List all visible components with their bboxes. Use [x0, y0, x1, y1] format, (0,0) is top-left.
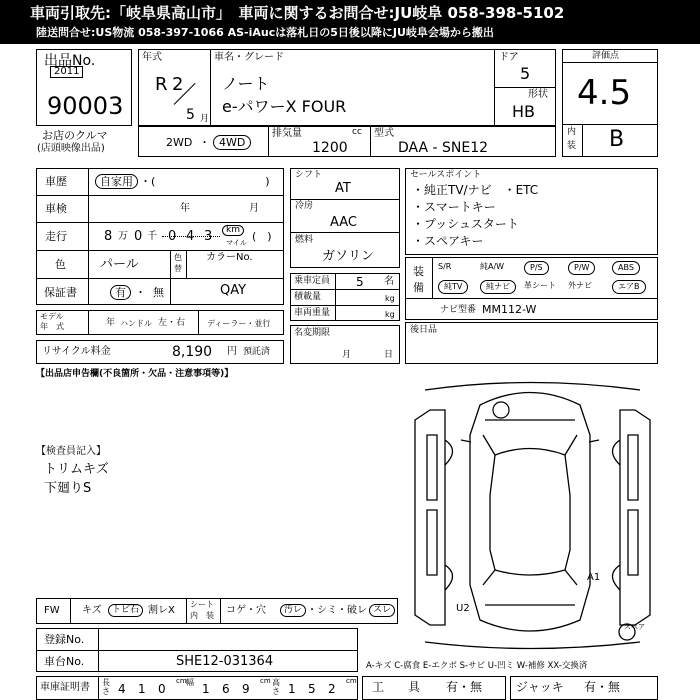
chassis-label: 車台No.	[44, 655, 85, 668]
capacity-value: 5	[356, 275, 364, 289]
seat-sure-circled: スレ	[369, 604, 395, 617]
fuel-value: ガソリン	[322, 249, 375, 264]
shaken-year-unit: 年	[180, 203, 190, 214]
ac-value: AAC	[330, 215, 357, 230]
car-name: ノート	[222, 74, 270, 93]
color-change-label-1: 色	[174, 253, 182, 262]
fw-label: FW	[44, 605, 60, 616]
mileage-sen-unit: 千	[147, 231, 157, 242]
handle-label: ハンドル	[120, 319, 152, 328]
name-change-month: 月	[342, 350, 352, 360]
jack-value: 有・無	[584, 680, 621, 694]
warranty-label: 保証書	[44, 286, 77, 299]
tools-label: 工 具	[372, 680, 421, 694]
car-grade: e-パワーX FOUR	[222, 97, 347, 116]
sales-point-2: ・スマートキー	[412, 200, 496, 214]
equipment-item: ABS	[612, 261, 640, 275]
after-fit-label: 後日品	[410, 325, 438, 335]
cert-width-digit: 1	[202, 682, 210, 696]
registration-label: 登録No.	[44, 633, 85, 646]
spare-label: スペア	[624, 623, 645, 631]
mileage-man-unit: 万	[118, 231, 128, 242]
cert-height-unit: cm	[346, 677, 357, 685]
score-value: 4.5	[577, 73, 632, 113]
damage-mark-u2: U2	[456, 603, 470, 614]
color-no-value: QAY	[220, 283, 247, 298]
equipment-label-2: 備	[413, 281, 424, 294]
navi-model-label: ナビ型番	[440, 305, 477, 315]
color-label: 色	[55, 258, 66, 271]
header-transport-line: 陸送問合せ:US物流 058-397-1066 AS-iAucは落札日の5日後以降にJU岐阜会場から搬出	[36, 26, 494, 39]
seat-shimi: ・シミ・破レ	[307, 605, 367, 616]
lot-label: 出品No.	[44, 53, 96, 69]
sales-point-3: ・プッシュスタート	[412, 217, 519, 231]
lot-year-tag: 2011	[50, 66, 83, 78]
model-year-label-1: モデル	[40, 312, 64, 321]
equipment-item: 革シート	[524, 281, 556, 290]
sales-point-1: ・純正TV/ナビ ・ETC	[412, 183, 539, 197]
drive-4wd-circled: 4WD	[213, 135, 251, 150]
cert-height-digit: 2	[328, 682, 336, 696]
detail-table	[36, 168, 284, 305]
car-name-label: 車名・グレード	[214, 52, 284, 63]
history-other: ・( )	[140, 175, 270, 188]
mileage-digit-4: 3	[204, 229, 213, 244]
cert-length-label: 長さ	[102, 678, 110, 696]
shaken-month-unit: 月	[249, 203, 259, 214]
drive-sep: ・	[199, 136, 210, 149]
equipment-label-1: 装	[413, 265, 424, 278]
shop-note: (店頭映像出品)	[37, 143, 105, 154]
year-label: 年式	[142, 52, 162, 63]
year-month-unit: 月	[200, 114, 210, 124]
doors-label: ドア	[499, 52, 519, 63]
cert-height-label: 高さ	[272, 678, 280, 696]
fuel-label: 燃料	[295, 235, 314, 245]
mileage-digit-3: 4	[186, 229, 195, 244]
equipment-item: 純ナビ	[480, 280, 516, 294]
recycle-note: 預託済	[243, 347, 271, 357]
cert-width-digit: 6	[222, 682, 230, 696]
header-contact-line: 車両引取先:「岐阜県高山市」 車両に関するお問合せ:JU岐阜 058-398-5102	[30, 4, 565, 22]
load-unit: kg	[385, 294, 395, 303]
cert-width-unit: cm	[260, 677, 271, 685]
sales-point-4: ・スペアキー	[412, 234, 484, 248]
recycle-unit: 円	[227, 346, 237, 357]
damage-mark-a1: A1	[587, 572, 601, 583]
history-private-circled: 自家用	[95, 174, 138, 189]
name-change-day: 日	[384, 350, 394, 360]
displacement-unit: cc	[352, 127, 362, 137]
handle-lr: 左・右	[158, 318, 186, 328]
doors-value: 5	[520, 64, 531, 83]
weight-unit: kg	[385, 310, 395, 319]
after-fit-box	[405, 322, 658, 364]
equipment-item: S/R	[438, 262, 452, 271]
cert-length-digit: 1	[138, 682, 146, 696]
dealer-label: ディーラー・並行	[207, 319, 271, 328]
lot-number: 90003	[47, 92, 124, 120]
model-code-label: 型式	[374, 128, 394, 139]
fw-tobi-circled: トビ石	[108, 604, 143, 617]
recycle-label: リサイクル料金	[42, 346, 111, 357]
seat-yogore-circled: 汚レ	[280, 604, 306, 617]
year-number: 2	[172, 74, 184, 95]
interior-label-2: 装	[567, 141, 577, 151]
load-label: 積載量	[294, 292, 322, 302]
model-code: DAA - SNE12	[398, 140, 489, 156]
mileage-man: 8	[104, 229, 113, 244]
fw-kizu: キズ	[82, 605, 102, 616]
garage-cert-label: 車庫証明書	[40, 682, 90, 693]
weight-label: 車両重量	[294, 308, 331, 318]
color-value: パール	[100, 257, 139, 272]
navi-model: MM112-W	[482, 303, 537, 316]
cert-height-digit: 5	[308, 682, 316, 696]
sales-points-label: セールスポイント	[410, 170, 482, 180]
shift-label: シフト	[295, 170, 323, 180]
capacity-label: 乗車定員	[294, 276, 331, 286]
equipment-item: 純A/W	[480, 262, 505, 271]
equipment-item: 外ナビ	[568, 281, 592, 290]
displacement-label: 排気量	[272, 128, 302, 139]
displacement-value: 1200	[312, 140, 348, 156]
history-label: 車歴	[45, 175, 67, 188]
body-shape: HB	[512, 102, 536, 121]
seat-koge: コゲ・穴	[226, 605, 266, 616]
seller-notes-title: 【出品店申告欄(不良箇所・欠品・注意事項等)】	[36, 369, 234, 379]
shop-label: お店のクルマ	[42, 129, 108, 142]
color-no-label: カラーNo.	[206, 252, 253, 263]
mileage-digit-2: 0	[168, 229, 177, 244]
cert-height-digit: 1	[288, 682, 296, 696]
name-change-label: 名変期限	[294, 328, 331, 338]
interior-grade: B	[609, 127, 625, 152]
seat-label-1: シート	[190, 600, 214, 609]
mileage-digit-1: 0	[134, 229, 143, 244]
cert-length-digit: 4	[118, 682, 126, 696]
car-damage-diagram	[405, 380, 660, 650]
chassis-number: SHE12-031364	[176, 654, 274, 669]
equipment-item: 純TV	[438, 280, 468, 294]
interior-label-1: 内	[567, 127, 577, 137]
warranty-dot: ・	[135, 286, 146, 299]
equipment-item: P/S	[524, 261, 549, 275]
damage-legend: A-キズ C-腐食 E-エクボ S-サビ U-凹ミ W-補修 XX-交換済	[366, 661, 588, 671]
year-era: R	[155, 74, 168, 95]
color-change-label-2: 替	[174, 264, 182, 273]
model-year-unit: 年	[106, 318, 116, 328]
shift-value: AT	[335, 181, 351, 196]
seat-label-2: 内 装	[190, 611, 214, 620]
ac-label: 冷房	[295, 201, 314, 211]
inspector-note-1: トリムキズ	[44, 462, 109, 477]
cert-length-digit: 0	[158, 682, 166, 696]
equipment-item: P/W	[568, 261, 595, 275]
cert-length-unit: cm	[176, 677, 187, 685]
mileage-paren: ( )	[252, 230, 272, 243]
year-month: 5	[186, 107, 195, 123]
score-label: 評価点	[592, 51, 620, 61]
equipment-item: エアB	[612, 280, 646, 294]
inspector-title: 【検査員記入】	[36, 446, 106, 457]
drive-2wd: 2WD	[166, 136, 193, 149]
mileage-mile: マイル	[226, 239, 247, 247]
mileage-km-circled: km	[222, 225, 244, 236]
warranty-yes-circled: 有	[110, 285, 131, 300]
mileage-label: 走行	[45, 230, 67, 243]
body-shape-label: 形状	[528, 89, 548, 100]
warranty-no: 無	[153, 286, 164, 299]
model-year-label-2: 年 式	[40, 322, 64, 331]
shaken-label: 車検	[45, 202, 67, 215]
cert-width-digit: 9	[242, 682, 250, 696]
recycle-value: 8,190	[172, 344, 213, 360]
inspector-note-2: 下廻りS	[44, 481, 92, 496]
capacity-unit: 名	[384, 276, 394, 287]
jack-label: ジャッキ	[516, 680, 564, 694]
fw-ware: 割レX	[148, 605, 175, 616]
tools-value: 有・無	[446, 680, 483, 694]
cert-width-label: 幅	[186, 678, 194, 687]
